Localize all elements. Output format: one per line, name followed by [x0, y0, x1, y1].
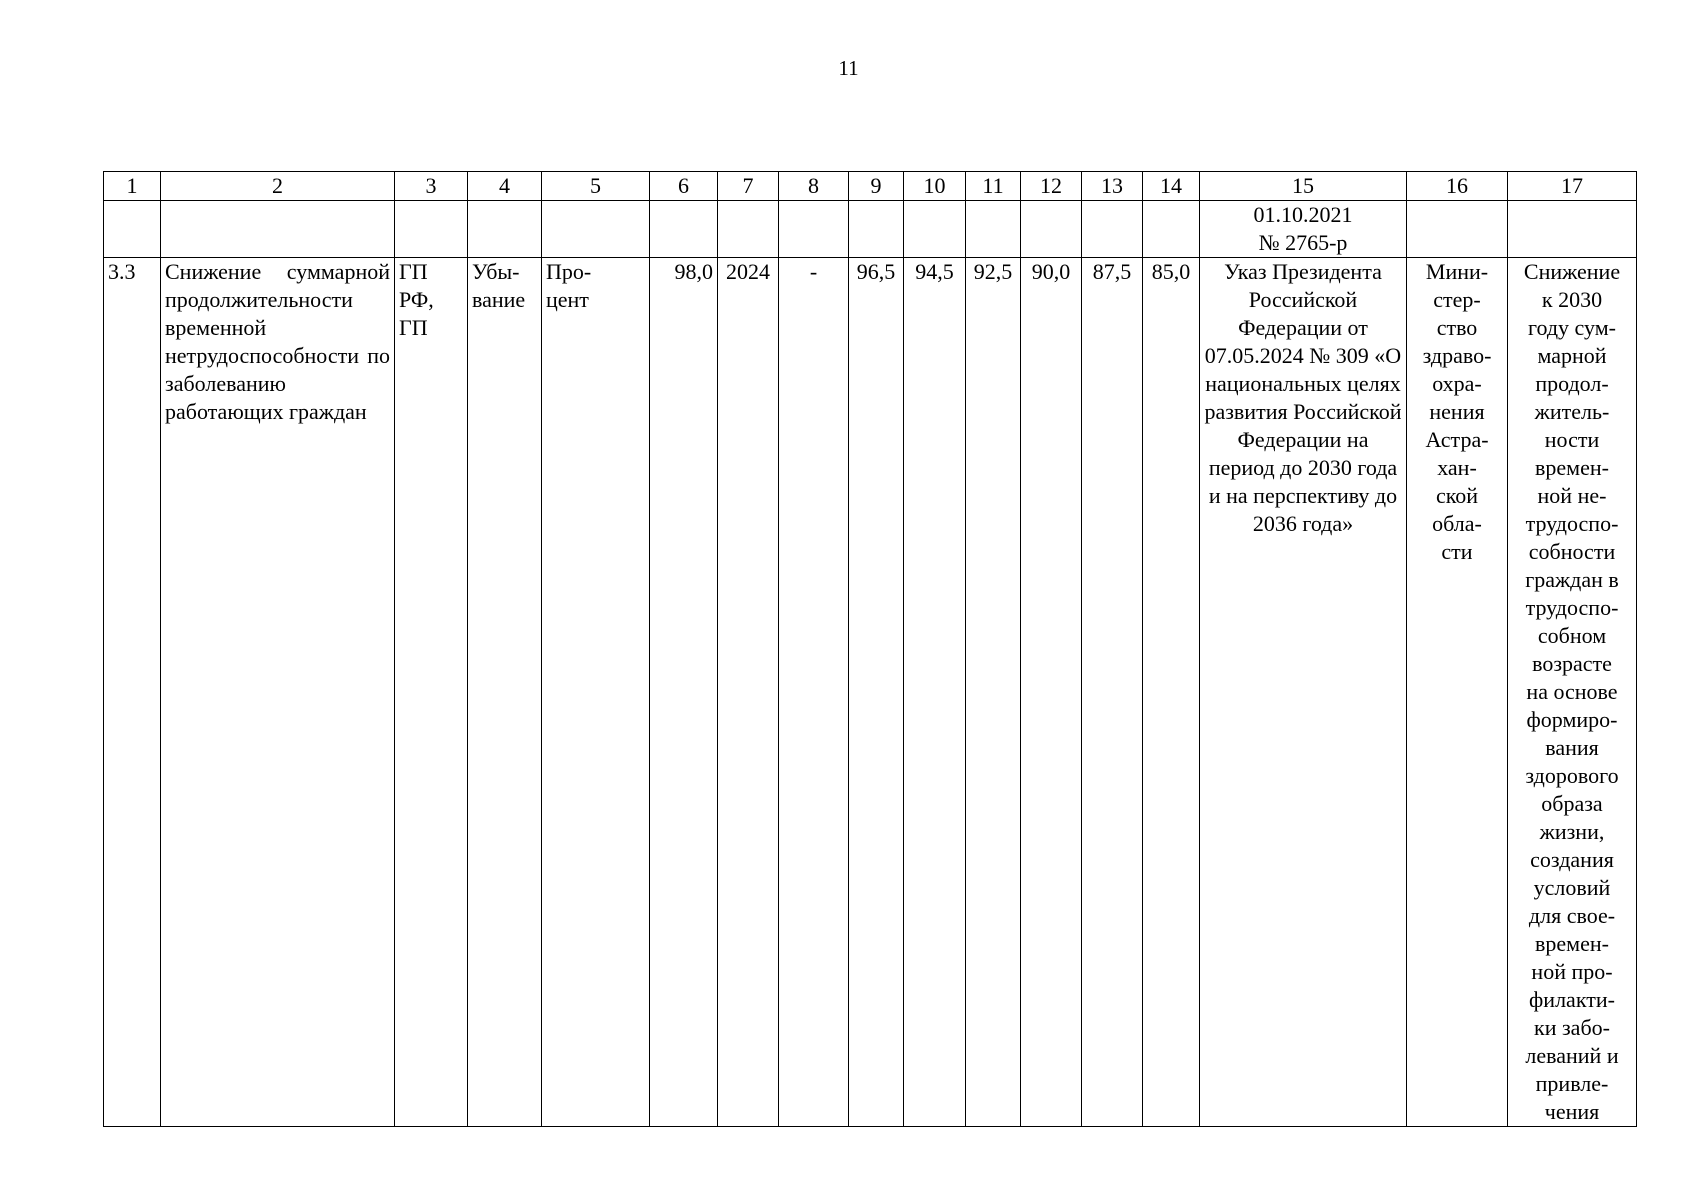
column-number-cell: 9	[849, 172, 904, 201]
empty-cell	[966, 201, 1021, 258]
value-col-12: 90,0	[1021, 258, 1082, 1127]
column-number-cell: 8	[779, 172, 849, 201]
column-number-cell: 6	[650, 172, 718, 201]
page-number: 11	[838, 56, 859, 80]
column-number-cell: 16	[1407, 172, 1508, 201]
empty-cell	[104, 201, 161, 258]
empty-cell	[904, 201, 966, 258]
column-number-cell: 2	[161, 172, 395, 201]
empty-cell	[779, 201, 849, 258]
base-year: 2024	[718, 258, 779, 1127]
carryover-row	[104, 201, 1637, 258]
empty-cell	[468, 201, 542, 258]
indicator-row	[104, 258, 1637, 1127]
column-number-cell: 13	[1082, 172, 1143, 201]
column-number-cell: 3	[395, 172, 468, 201]
empty-cell	[542, 201, 650, 258]
column-number-cell: 12	[1021, 172, 1082, 201]
value-col-8: -	[779, 258, 849, 1127]
indicators-table	[103, 171, 1637, 1127]
indicator-trend: Убы- вание	[468, 258, 542, 1127]
column-number-cell: 4	[468, 172, 542, 201]
carryover-document-reference: 01.10.2021 № 2765-р	[1200, 201, 1407, 258]
column-number-cell: 14	[1143, 172, 1200, 201]
row-number: 3.3	[104, 258, 161, 1127]
indicator-name: Снижение суммарной продолжительности временной нетрудоспособности по заболеванию работающих граждан	[161, 258, 395, 1127]
value-col-14: 85,0	[1143, 258, 1200, 1127]
empty-cell	[650, 201, 718, 258]
empty-cell	[1407, 201, 1508, 258]
empty-cell	[161, 201, 395, 258]
empty-cell	[718, 201, 779, 258]
base-value: 98,0	[650, 258, 718, 1127]
value-col-10: 94,5	[904, 258, 966, 1127]
empty-cell	[1021, 201, 1082, 258]
unit-of-measure: Про- цент	[542, 258, 650, 1127]
empty-cell	[395, 201, 468, 258]
value-col-9: 96,5	[849, 258, 904, 1127]
empty-cell	[1508, 201, 1637, 258]
empty-cell	[1143, 201, 1200, 258]
indicator-level: ГП РФ, ГП	[395, 258, 468, 1127]
column-number-cell: 10	[904, 172, 966, 201]
document-reference: Указ Президента Российской Федерации от 07.05.2024 № 309 «О национальных целях развития Российской Федерации на период до 2030 года и на перспективу до 2036 года»	[1200, 258, 1407, 1127]
value-col-11: 92,5	[966, 258, 1021, 1127]
column-number-cell: 17	[1508, 172, 1637, 201]
column-number-cell: 11	[966, 172, 1021, 201]
empty-cell	[849, 201, 904, 258]
responsible-body: Мини- стер- ство здраво- охра- нения Астра- хан- ской обла- сти	[1407, 258, 1508, 1127]
column-number-cell: 15	[1200, 172, 1407, 201]
value-col-13: 87,5	[1082, 258, 1143, 1127]
column-number-cell: 5	[542, 172, 650, 201]
column-number-row	[104, 172, 1637, 201]
national-goal-link: Снижение к 2030 году сум- марной продол- житель- ности времен- ной не- трудоспо- собности граждан в трудоспо- собном возрасте на основе формиро- вания здорового образа жизни, создания условий для свое- времен- ной про- филакти- ки забо- леваний и привле- чения	[1508, 258, 1637, 1127]
empty-cell	[1082, 201, 1143, 258]
column-number-cell: 7	[718, 172, 779, 201]
column-number-cell: 1	[104, 172, 161, 201]
